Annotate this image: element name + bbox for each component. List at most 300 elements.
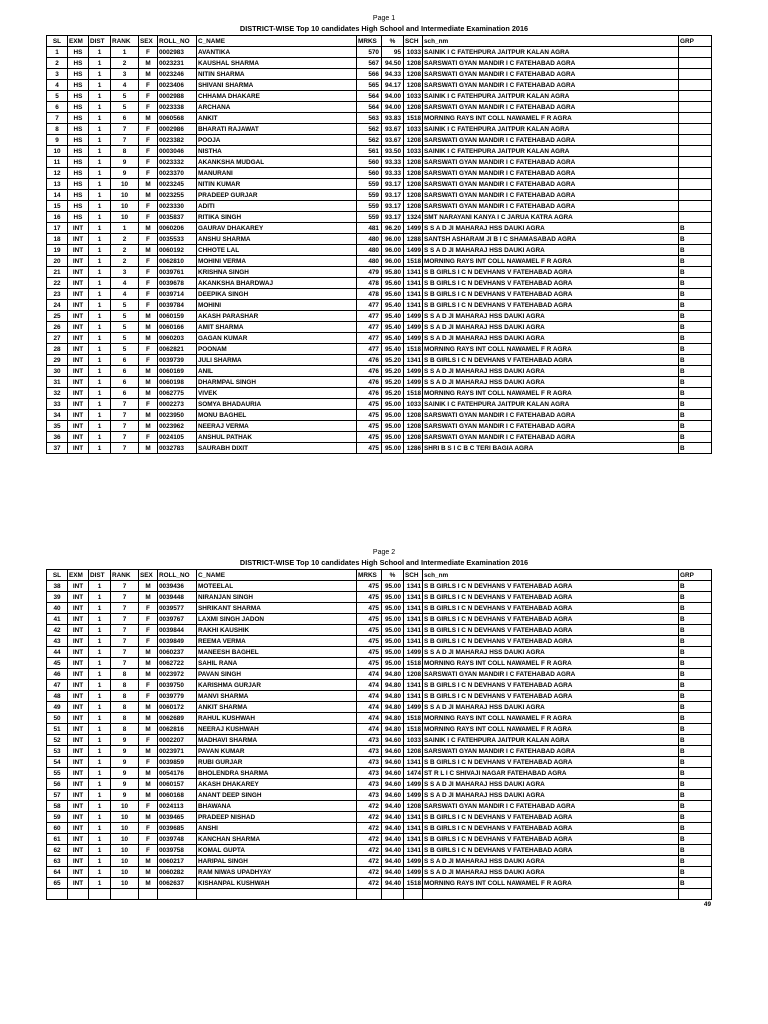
table-cell: 9: [111, 168, 139, 179]
table-cell: F: [139, 212, 158, 223]
table-cell: 1208: [404, 102, 423, 113]
table-cell: 472: [357, 823, 382, 834]
table-cell: INT: [68, 724, 89, 735]
table-cell: 95.00: [382, 636, 404, 647]
table-cell: 47: [47, 680, 68, 691]
table-cell: INT: [68, 592, 89, 603]
table-row: [47, 702, 712, 713]
table-row: [47, 212, 712, 223]
table-cell: INT: [68, 388, 89, 399]
table-row: [47, 768, 712, 779]
table-row: [47, 691, 712, 702]
table-cell: 0060169: [158, 366, 197, 377]
table-cell: S B GIRLS I C N DEVHANS V FATEHABAD AGRA: [423, 812, 679, 823]
table-cell: 0062637: [158, 878, 197, 889]
table-cell: 6: [111, 377, 139, 388]
table-row: [47, 779, 712, 790]
table-cell: 475: [357, 581, 382, 592]
table-cell: 1518: [404, 256, 423, 267]
table-row: [47, 845, 712, 856]
table-cell: 0023255: [158, 190, 197, 201]
table-cell: F: [139, 614, 158, 625]
table-row: [47, 746, 712, 757]
table-cell: S S A D JI MAHARAJ HSS DAUKI AGRA: [423, 311, 679, 322]
table-cell: 0039678: [158, 278, 197, 289]
table-cell: 0060237: [158, 647, 197, 658]
table-cell: MANURANI: [197, 168, 357, 179]
table-cell: 0039758: [158, 845, 197, 856]
table-cell: S S A D JI MAHARAJ HSS DAUKI AGRA: [423, 647, 679, 658]
table-cell: MORNING RAYS INT COLL NAWAMEL F R AGRA: [423, 658, 679, 669]
table-cell: 94.50: [382, 58, 404, 69]
table-cell: [679, 135, 712, 146]
column-header: MRKS: [357, 570, 382, 581]
table-cell: 1341: [404, 614, 423, 625]
table-cell: 94.40: [382, 845, 404, 856]
table-cell: 7: [111, 135, 139, 146]
table-cell: MORNING RAYS INT COLL NAWAMEL F R AGRA: [423, 724, 679, 735]
table-cell: 0023370: [158, 168, 197, 179]
table-cell: 0039739: [158, 355, 197, 366]
table-cell: SARSWATI GYAN MANDIR I C FATEHABAD AGRA: [423, 157, 679, 168]
table-cell: 1: [89, 410, 111, 421]
table-cell: 1: [89, 344, 111, 355]
table-cell: 1: [89, 399, 111, 410]
table-cell: [423, 889, 679, 900]
table-cell: 93.17: [382, 190, 404, 201]
table-cell: NIRANJAN SINGH: [197, 592, 357, 603]
table-cell: 96.00: [382, 256, 404, 267]
table-cell: INT: [68, 267, 89, 278]
column-header: sch_nm: [423, 36, 679, 47]
table-cell: 93.67: [382, 135, 404, 146]
table-cell: 56: [47, 779, 68, 790]
table-cell: KAUSHAL SHARMA: [197, 58, 357, 69]
table-cell: SARSWATI GYAN MANDIR I C FATEHABAD AGRA: [423, 69, 679, 80]
table-cell: B: [679, 669, 712, 680]
table-cell: 16: [47, 212, 68, 223]
table-cell: 564: [357, 91, 382, 102]
table-cell: 1: [111, 223, 139, 234]
table-cell: 1: [89, 680, 111, 691]
table-cell: M: [139, 790, 158, 801]
table-cell: 1: [89, 289, 111, 300]
table-cell: 26: [47, 322, 68, 333]
table-cell: M: [139, 812, 158, 823]
table-cell: 472: [357, 856, 382, 867]
column-header: SCH: [404, 36, 423, 47]
table-cell: B: [679, 614, 712, 625]
table-cell: [679, 102, 712, 113]
table-cell: SAINIK I C FATEHPURA JAITPUR KALAN AGRA: [423, 735, 679, 746]
table-cell: B: [679, 245, 712, 256]
table-cell: 559: [357, 201, 382, 212]
table-cell: 0039750: [158, 680, 197, 691]
table-cell: S S A D JI MAHARAJ HSS DAUKI AGRA: [423, 245, 679, 256]
table-cell: M: [139, 223, 158, 234]
table-cell: INT: [68, 812, 89, 823]
table-cell: 24: [47, 300, 68, 311]
table-cell: 1208: [404, 201, 423, 212]
table-cell: 94.80: [382, 724, 404, 735]
table-cell: 8: [47, 124, 68, 135]
column-header: %: [382, 570, 404, 581]
table-row: [47, 289, 712, 300]
table-cell: SHRI B S I C B C TERI BAGIA AGRA: [423, 443, 679, 454]
table-cell: B: [679, 300, 712, 311]
table-cell: 1: [89, 724, 111, 735]
table-cell: 1288: [404, 234, 423, 245]
table-cell: 49: [47, 702, 68, 713]
table-cell: 473: [357, 768, 382, 779]
table-cell: 0039448: [158, 592, 197, 603]
table-cell: 1: [89, 432, 111, 443]
table-cell: 1: [89, 234, 111, 245]
table-cell: 1: [89, 867, 111, 878]
table-cell: 474: [357, 702, 382, 713]
table-cell: INT: [68, 647, 89, 658]
table-row: [47, 91, 712, 102]
table-cell: MORNING RAYS INT COLL NAWAMEL F R AGRA: [423, 713, 679, 724]
table-cell: 1341: [404, 267, 423, 278]
table-cell: 1208: [404, 421, 423, 432]
column-header: EXM: [68, 36, 89, 47]
table-cell: INT: [68, 603, 89, 614]
table-cell: 10: [111, 845, 139, 856]
table-cell: S S A D JI MAHARAJ HSS DAUKI AGRA: [423, 867, 679, 878]
table-cell: 0039767: [158, 614, 197, 625]
table-cell: 1499: [404, 702, 423, 713]
table-cell: F: [139, 355, 158, 366]
table-cell: 94.40: [382, 878, 404, 889]
table-cell: SANTSH ASHARAM JI B I C SHAMASABAD AGRA: [423, 234, 679, 245]
table-cell: [89, 889, 111, 900]
table-cell: S S A D JI MAHARAJ HSS DAUKI AGRA: [423, 702, 679, 713]
table-row: [47, 636, 712, 647]
table-cell: 0023245: [158, 179, 197, 190]
table-cell: 1341: [404, 278, 423, 289]
table-cell: [679, 69, 712, 80]
table-cell: F: [139, 823, 158, 834]
table-cell: 475: [357, 421, 382, 432]
table-cell: B: [679, 344, 712, 355]
table-cell: MORNING RAYS INT COLL NAWAMEL F R AGRA: [423, 344, 679, 355]
table-cell: S S A D JI MAHARAJ HSS DAUKI AGRA: [423, 790, 679, 801]
table-row: [47, 878, 712, 889]
table-cell: S B GIRLS I C N DEVHANS V FATEHABAD AGRA: [423, 267, 679, 278]
table-cell: ANANT DEEP SINGH: [197, 790, 357, 801]
table-cell: 480: [357, 234, 382, 245]
table-cell: 474: [357, 680, 382, 691]
table-cell: S B GIRLS I C N DEVHANS V FATEHABAD AGRA: [423, 300, 679, 311]
table-row: [47, 834, 712, 845]
table-cell: F: [139, 168, 158, 179]
table-cell: 54: [47, 757, 68, 768]
table-row: [47, 801, 712, 812]
table-cell: 37: [47, 443, 68, 454]
table-row: [47, 278, 712, 289]
table-cell: 95.00: [382, 603, 404, 614]
table-row: [47, 223, 712, 234]
table-cell: 13: [47, 179, 68, 190]
table-cell: 3: [47, 69, 68, 80]
table-cell: HS: [68, 201, 89, 212]
table-cell: 0060192: [158, 245, 197, 256]
table-cell: M: [139, 713, 158, 724]
table-cell: M: [139, 322, 158, 333]
table-cell: S B GIRLS I C N DEVHANS V FATEHABAD AGRA: [423, 823, 679, 834]
table-cell: 1: [89, 256, 111, 267]
table-cell: 475: [357, 443, 382, 454]
column-header: SCH: [404, 570, 423, 581]
table-cell: B: [679, 581, 712, 592]
table-cell: 474: [357, 724, 382, 735]
table-cell: [47, 889, 68, 900]
table-cell: 1499: [404, 322, 423, 333]
table-cell: 95.40: [382, 300, 404, 311]
table-cell: [679, 80, 712, 91]
table-cell: NITIN KUMAR: [197, 179, 357, 190]
table-cell: 1: [89, 102, 111, 113]
table-cell: M: [139, 421, 158, 432]
table-cell: 0002988: [158, 91, 197, 102]
table-cell: 475: [357, 658, 382, 669]
table-row: [47, 300, 712, 311]
table-cell: 1499: [404, 647, 423, 658]
table-cell: B: [679, 625, 712, 636]
page-label: Page 1: [372, 15, 396, 22]
table-cell: ANIL: [197, 366, 357, 377]
column-header: RANK: [111, 570, 139, 581]
table-cell: 93.83: [382, 113, 404, 124]
table-row: [47, 388, 712, 399]
table-cell: HS: [68, 58, 89, 69]
table-cell: 1: [89, 421, 111, 432]
table-cell: 48: [47, 691, 68, 702]
table-cell: 94.60: [382, 779, 404, 790]
table-cell: S S A D JI MAHARAJ HSS DAUKI AGRA: [423, 366, 679, 377]
table-cell: 1208: [404, 190, 423, 201]
table-cell: F: [139, 625, 158, 636]
table-cell: ST R L I C SHIVAJI NAGAR FATEHABAD AGRA: [423, 768, 679, 779]
table-cell: 5: [111, 322, 139, 333]
table-cell: [158, 889, 197, 900]
table-cell: 1: [89, 201, 111, 212]
table-cell: B: [679, 603, 712, 614]
table-cell: M: [139, 581, 158, 592]
column-header: EXM: [68, 570, 89, 581]
table-cell: 4: [47, 80, 68, 91]
table-cell: 8: [111, 669, 139, 680]
table-cell: 2: [111, 245, 139, 256]
table-cell: M: [139, 669, 158, 680]
table-cell: 94.40: [382, 823, 404, 834]
table-cell: 1: [89, 278, 111, 289]
table-cell: INT: [68, 823, 89, 834]
table-cell: MADHAVI SHARMA: [197, 735, 357, 746]
table-cell: 0062816: [158, 724, 197, 735]
table-cell: [357, 889, 382, 900]
table-cell: 10: [47, 146, 68, 157]
table-cell: 0023231: [158, 58, 197, 69]
table-cell: 95.00: [382, 581, 404, 592]
table-cell: 95.60: [382, 278, 404, 289]
table-row: [47, 856, 712, 867]
table-cell: S B GIRLS I C N DEVHANS V FATEHABAD AGRA: [423, 581, 679, 592]
table-cell: HS: [68, 135, 89, 146]
table-cell: 475: [357, 592, 382, 603]
table-cell: 1: [89, 636, 111, 647]
table-cell: INT: [68, 702, 89, 713]
table-cell: INT: [68, 311, 89, 322]
table-cell: PAVAN SINGH: [197, 669, 357, 680]
table-cell: SARSWATI GYAN MANDIR I C FATEHABAD AGRA: [423, 669, 679, 680]
table-cell: 52: [47, 735, 68, 746]
table-cell: 570: [357, 47, 382, 58]
table-cell: 475: [357, 614, 382, 625]
table-cell: B: [679, 410, 712, 421]
table-cell: 559: [357, 179, 382, 190]
table-cell: 9: [111, 735, 139, 746]
table-cell: NEERAJ KUSHWAH: [197, 724, 357, 735]
column-header: C_NAME: [197, 36, 357, 47]
table-cell: 1208: [404, 157, 423, 168]
table-cell: SAINIK I C FATEHPURA JAITPUR KALAN AGRA: [423, 91, 679, 102]
table-cell: INT: [68, 735, 89, 746]
table-cell: INT: [68, 790, 89, 801]
table-cell: 0039436: [158, 581, 197, 592]
table-cell: F: [139, 432, 158, 443]
table-cell: MORNING RAYS INT COLL NAWAMEL F R AGRA: [423, 388, 679, 399]
table-cell: 0024105: [158, 432, 197, 443]
table-cell: INT: [68, 410, 89, 421]
table-header-row: [47, 36, 712, 47]
table-row: [47, 410, 712, 421]
table-row: [47, 179, 712, 190]
table-cell: HARIPAL SINGH: [197, 856, 357, 867]
table-cell: 0060206: [158, 223, 197, 234]
table-cell: INT: [68, 581, 89, 592]
table-cell: MORNING RAYS INT COLL NAWAMEL F R AGRA: [423, 113, 679, 124]
table-cell: 59: [47, 812, 68, 823]
table-cell: 10: [111, 834, 139, 845]
table-cell: INT: [68, 636, 89, 647]
table-cell: 474: [357, 713, 382, 724]
table-row: [47, 322, 712, 333]
table-cell: 4: [111, 289, 139, 300]
table-cell: B: [679, 768, 712, 779]
table-cell: 0039849: [158, 636, 197, 647]
table-cell: 10: [111, 190, 139, 201]
table-cell: M: [139, 779, 158, 790]
table-cell: B: [679, 746, 712, 757]
table-cell: 95.20: [382, 366, 404, 377]
table-cell: 565: [357, 80, 382, 91]
table-cell: 93.17: [382, 179, 404, 190]
table-row: [47, 168, 712, 179]
table-cell: B: [679, 779, 712, 790]
table-cell: B: [679, 256, 712, 267]
table-cell: 8: [111, 724, 139, 735]
table-cell: 1208: [404, 80, 423, 91]
table-cell: F: [139, 80, 158, 91]
table-cell: 1324: [404, 212, 423, 223]
column-header: %: [382, 36, 404, 47]
table-cell: S B GIRLS I C N DEVHANS V FATEHABAD AGRA: [423, 625, 679, 636]
table-cell: 0023330: [158, 201, 197, 212]
table-cell: 0060568: [158, 113, 197, 124]
table-cell: 4: [111, 80, 139, 91]
table-row: [47, 113, 712, 124]
table-cell: 33: [47, 399, 68, 410]
table-cell: 0060282: [158, 867, 197, 878]
table-cell: S B GIRLS I C N DEVHANS V FATEHABAD AGRA: [423, 757, 679, 768]
table-cell: [679, 201, 712, 212]
table-cell: 2: [111, 256, 139, 267]
table-cell: 0039761: [158, 267, 197, 278]
table-cell: AKASH DHAKAREY: [197, 779, 357, 790]
table-cell: 27: [47, 333, 68, 344]
table-cell: 7: [47, 113, 68, 124]
table-cell: B: [679, 432, 712, 443]
table-cell: 0039784: [158, 300, 197, 311]
table-cell: 476: [357, 388, 382, 399]
table-cell: 1: [89, 69, 111, 80]
table-cell: 1474: [404, 768, 423, 779]
table-cell: 1: [89, 779, 111, 790]
table-cell: 65: [47, 878, 68, 889]
table-cell: PAVAN KUMAR: [197, 746, 357, 757]
table-cell: 474: [357, 691, 382, 702]
table-cell: INT: [68, 856, 89, 867]
table-row-empty: [47, 889, 712, 900]
table-cell: 35: [47, 421, 68, 432]
table-cell: 1341: [404, 603, 423, 614]
table-cell: 34: [47, 410, 68, 421]
table-cell: [679, 157, 712, 168]
table-cell: 0023950: [158, 410, 197, 421]
column-header: DIST: [89, 36, 111, 47]
table-cell: F: [139, 735, 158, 746]
table-cell: 1341: [404, 812, 423, 823]
table-cell: 95.00: [382, 647, 404, 658]
table-cell: 472: [357, 878, 382, 889]
table-cell: 2: [111, 234, 139, 245]
table-cell: S B GIRLS I C N DEVHANS V FATEHABAD AGRA: [423, 691, 679, 702]
table-cell: SARSWATI GYAN MANDIR I C FATEHABAD AGRA: [423, 746, 679, 757]
table-cell: 94.80: [382, 680, 404, 691]
table-cell: 93.33: [382, 168, 404, 179]
table-cell: INT: [68, 377, 89, 388]
table-cell: F: [139, 124, 158, 135]
table-cell: 1: [89, 223, 111, 234]
table-cell: B: [679, 680, 712, 691]
table-cell: 1: [89, 801, 111, 812]
table-cell: 94.60: [382, 746, 404, 757]
table-cell: GAURAV DHAKAREY: [197, 223, 357, 234]
table-cell: 7: [111, 432, 139, 443]
table-cell: M: [139, 768, 158, 779]
table-cell: 0002273: [158, 399, 197, 410]
table-cell: M: [139, 647, 158, 658]
table-cell: INT: [68, 658, 89, 669]
table-cell: M: [139, 58, 158, 69]
table-cell: 1033: [404, 91, 423, 102]
results-table: [46, 35, 712, 454]
table-cell: 95.40: [382, 322, 404, 333]
table-cell: 0003046: [158, 146, 197, 157]
results-table: [46, 569, 712, 900]
